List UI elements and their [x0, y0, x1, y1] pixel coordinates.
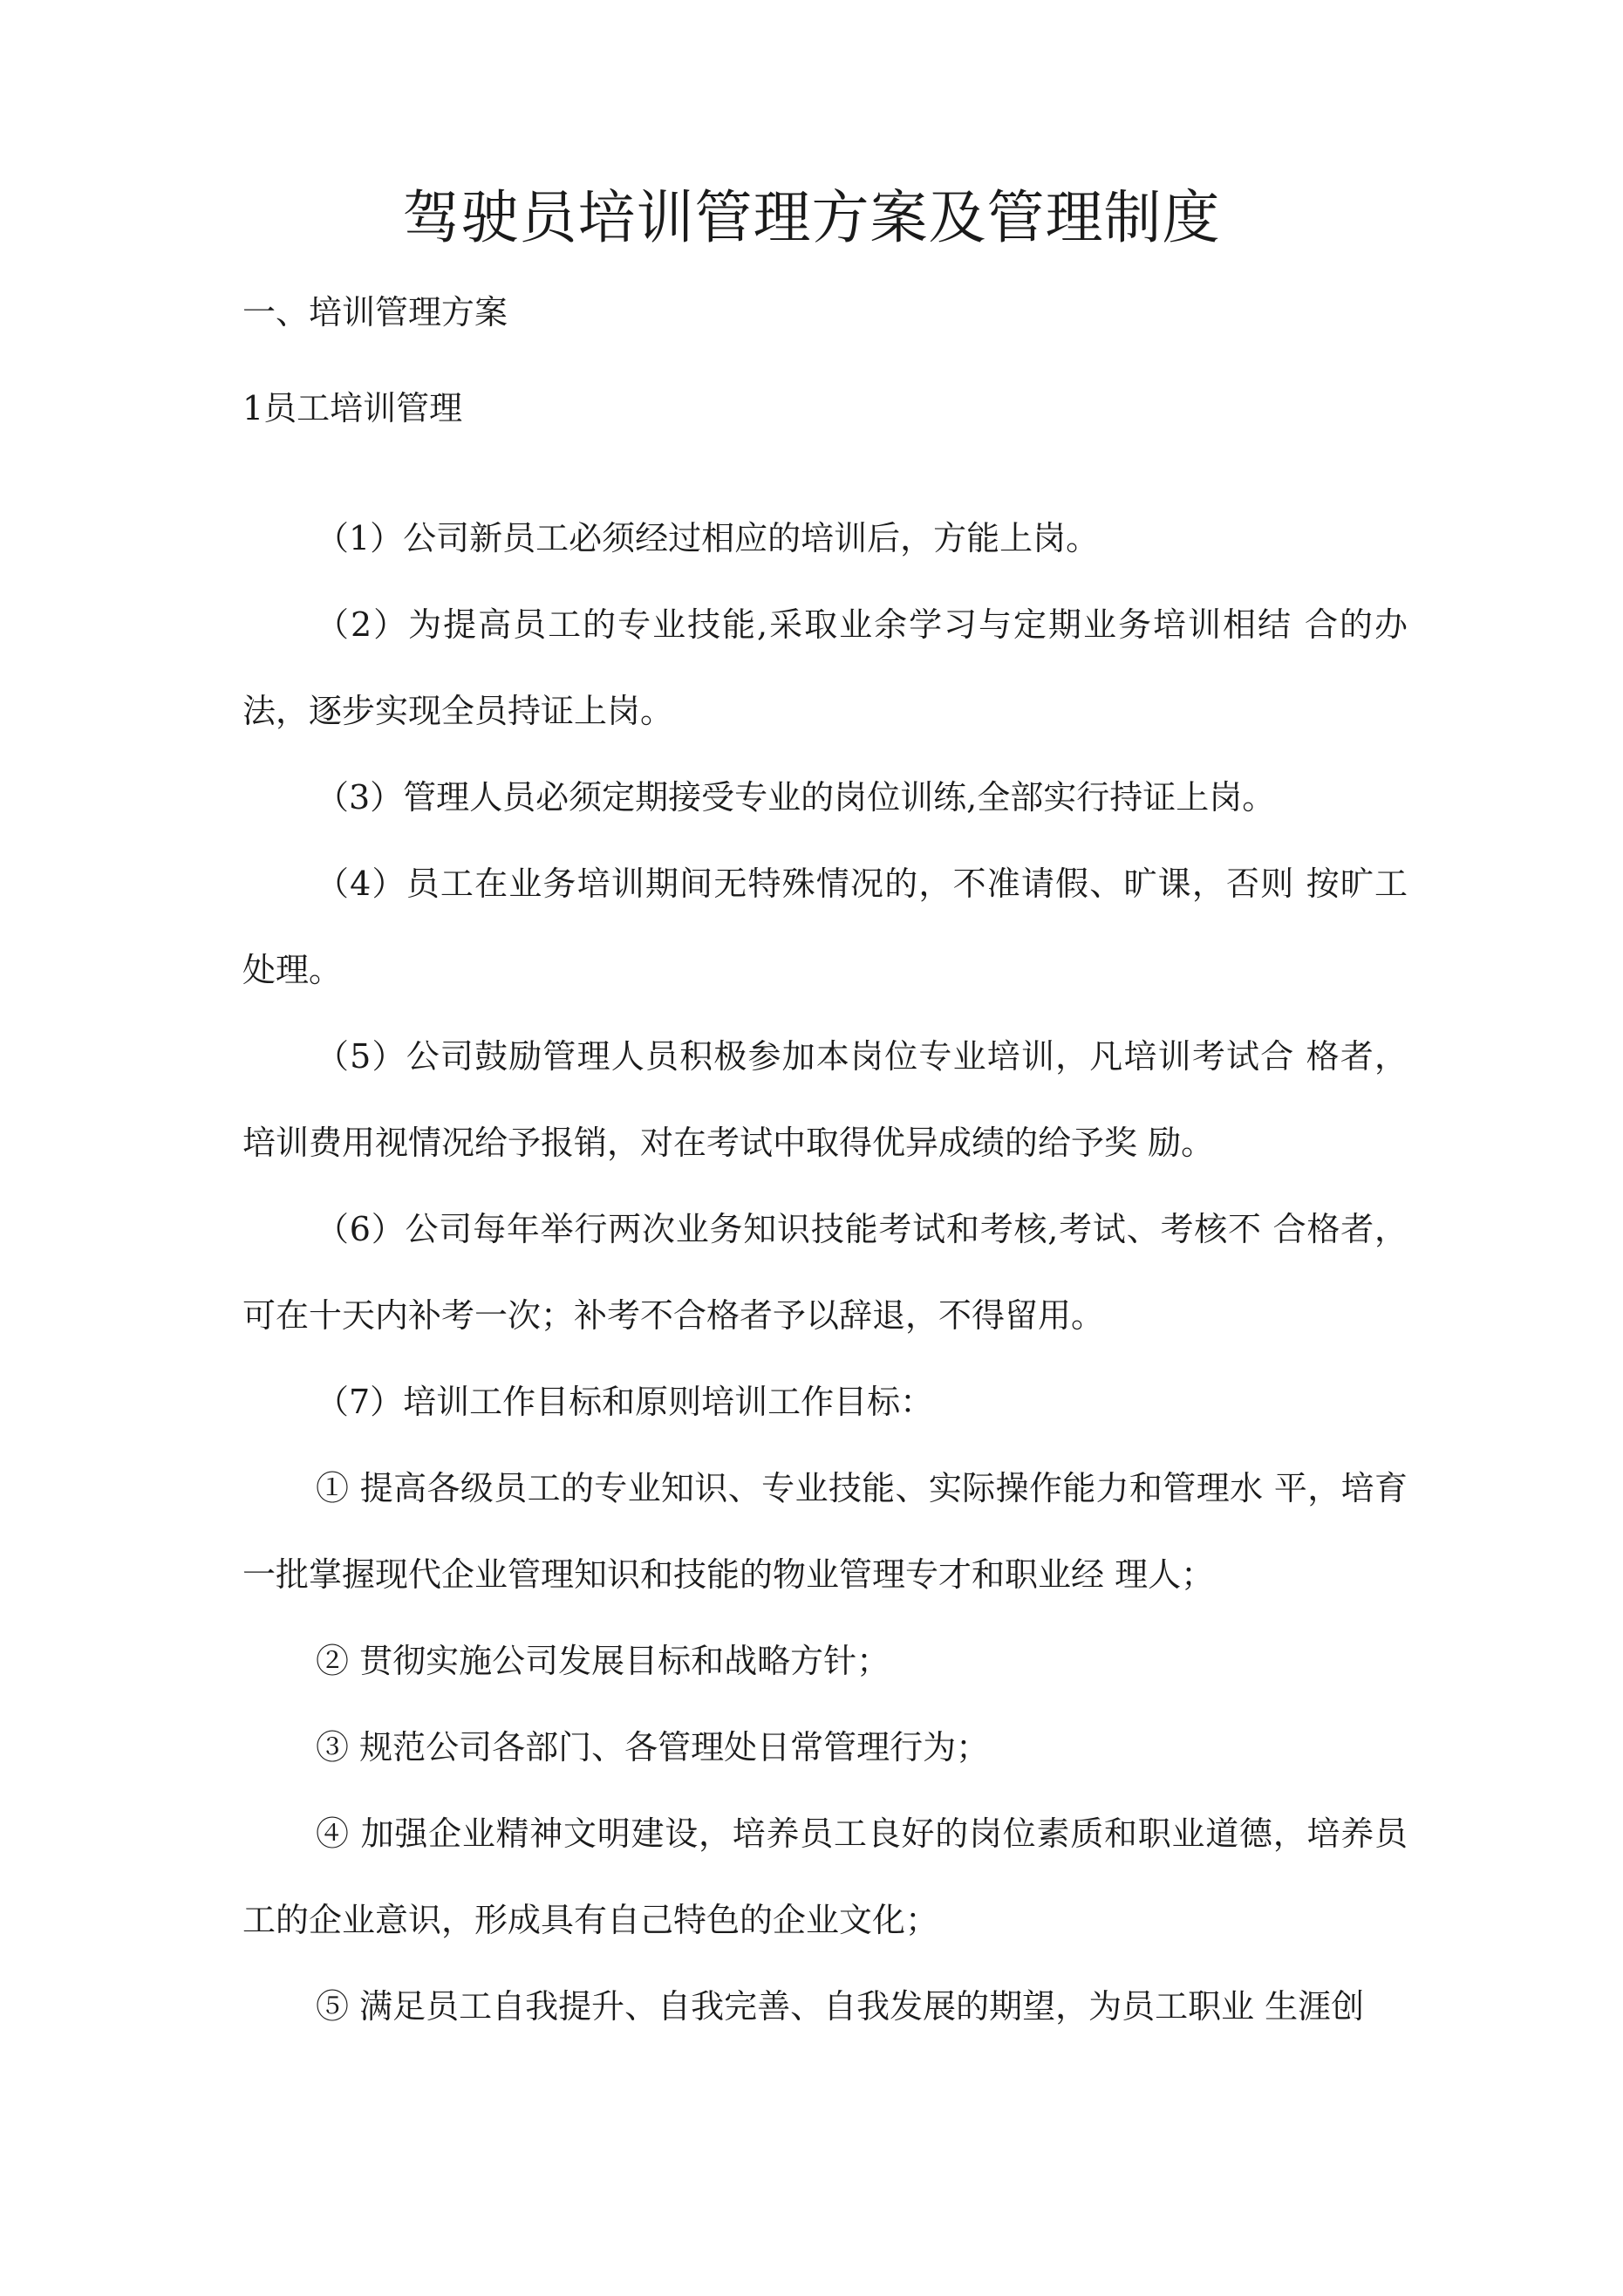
paragraph-4: （4）员工在业务培训期间无特殊情况的，不准请假、旷课，否则 按旷工处理。: [242, 864, 1408, 989]
goal-item-3: ③ 规范公司各部门、各管理处日常管理行为；: [316, 1728, 990, 1766]
paragraph-7: （7）培训工作目标和原则培训工作目标：: [316, 1383, 934, 1421]
paragraph-3: （3）管理人员必须定期接受专业的岗位训练,全部实行持证上岗。: [316, 778, 1276, 817]
subsection-heading: 1员工培训管理: [242, 389, 463, 427]
paragraph-2: （2）为提高员工的专业技能,采取业余学习与定期业务培训相结 合的办法，逐步实现全员持证上岗。: [242, 605, 1408, 730]
document-title: 驾驶员培训管理方案及管理制度: [402, 184, 1221, 251]
goal-item-1: ① 提高各级员工的专业知识、专业技能、实际操作能力和管理水 平，培育一批掌握现代企业管理知识和技能的物业管理专才和职业经 理人；: [242, 1469, 1408, 1594]
paragraph-5: （5）公司鼓励管理人员积极参加本岗位专业培训，凡培训考试合 格者，培训费用视情况给予报销，对在考试中取得优异成绩的给予奖 励。: [242, 1037, 1408, 1162]
document-body: [242, 495, 1408, 2050]
goal-item-4: ④ 加强企业精神文明建设，培养员工良好的岗位素质和职业道德，培养员工的企业意识，形成具有自己特色的企业文化；: [242, 1814, 1408, 1939]
goal-item-5: ⑤ 满足员工自我提升、自我完善、自我发展的期望，为员工职业 生涯创: [316, 1987, 1365, 2026]
paragraph-1: （1）公司新员工必须经过相应的培训后，方能上岗。: [316, 519, 1100, 557]
section-heading: 一、培训管理方案: [242, 293, 508, 331]
goal-item-2: ② 贯彻实施公司发展目标和战略方针；: [316, 1642, 890, 1680]
paragraph-6: （6）公司每年举行两次业务知识技能考试和考核,考试、考核不 合格者，可在十天内补考一次；补考不合格者予以辞退，不得留用。: [242, 1210, 1408, 1335]
